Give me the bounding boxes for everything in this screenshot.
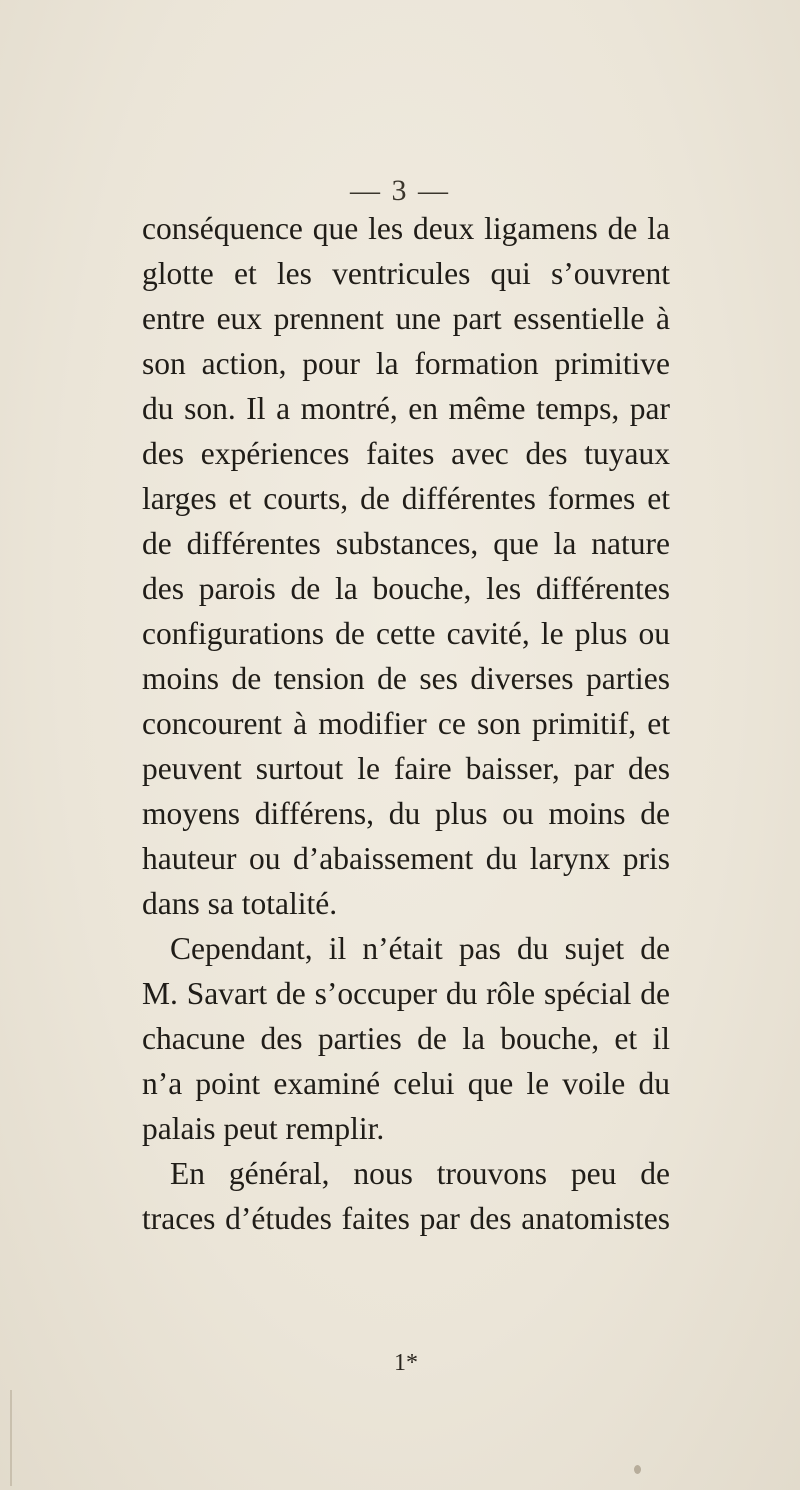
page-number-header: — 3 — (350, 174, 450, 207)
text-line: traces d’études faites par des anatomistes (142, 1201, 670, 1236)
paper-speck (634, 1465, 641, 1474)
text-line: chacune des parties de la bouche, et il (142, 1021, 670, 1056)
text-line: peuvent surtout le faire baisser, par des (142, 751, 670, 786)
text-line: glotte et les ventricules qui s’ouvrent (142, 256, 670, 291)
text-line: entre eux prennent une part essentielle à (142, 301, 670, 336)
text-line: palais peut remplir. (142, 1111, 385, 1146)
text-line: des expériences faites avec des tuyaux (142, 436, 670, 471)
text-line: concourent à modifier ce son primitif, et (142, 706, 670, 741)
text-line: larges et courts, de différentes formes et (142, 481, 670, 516)
page-edge-mark (10, 1390, 12, 1486)
text-line: conséquence que les deux ligamens de la (142, 211, 670, 246)
body-text (142, 206, 670, 1241)
text-line: moyens différens, du plus ou moins de (142, 796, 670, 831)
text-line: moins de tension de ses diverses parties (142, 661, 670, 696)
text-line: n’a point examiné celui que le voile du (142, 1066, 670, 1101)
text-line: En général, nous trouvons peu de (170, 1156, 670, 1191)
paragraph-2 (142, 926, 670, 1151)
text-line: dans sa totalité. (142, 886, 338, 921)
text-line: son action, pour la formation primitive (142, 346, 670, 381)
text-line: du son. Il a montré, en même temps, par (142, 391, 670, 426)
signature-mark: 1* (394, 1350, 418, 1376)
text-line: de différentes substances, que la nature (142, 526, 670, 561)
paragraph-1 (142, 206, 670, 926)
text-line: Cependant, il n’était pas du sujet de (170, 931, 670, 966)
text-line: configurations de cette cavité, le plus ou (142, 616, 670, 651)
text-line: des parois de la bouche, les différentes (142, 571, 670, 606)
paragraph-3 (142, 1151, 670, 1241)
text-line: M. Savart de s’occuper du rôle spécial de (142, 976, 670, 1011)
text-line: hauteur ou d’abaissement du larynx pris (142, 841, 670, 876)
